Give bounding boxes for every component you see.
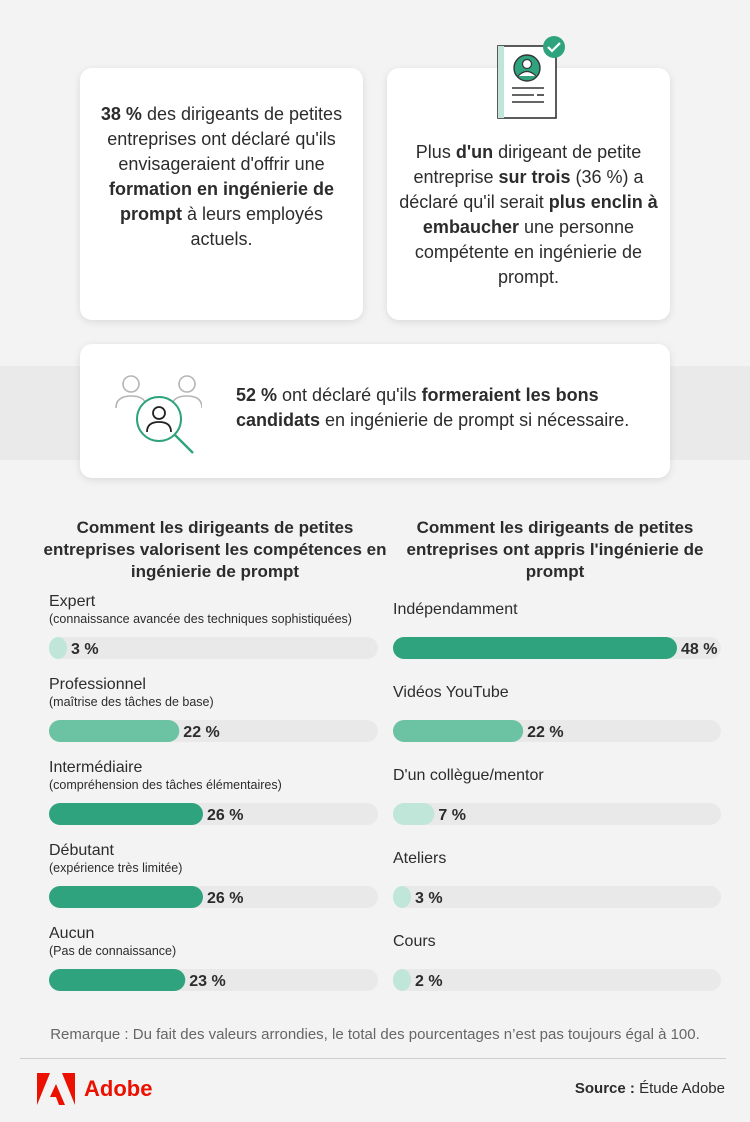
footnote: Remarque : Du fait des valeurs arrondies, le total des pourcentages n’est pas toujours égal à 100. [50, 1026, 700, 1043]
footer-divider [20, 1058, 726, 1059]
chart0-value-label: 23 % [189, 973, 226, 990]
chart0-category-label: Intermédiaire [49, 759, 143, 776]
chart0-value-label: 3 % [71, 641, 99, 658]
chart0-category-sublabel: (maîtrise des tâches de base) [49, 695, 214, 709]
chart0-value-label: 26 % [207, 807, 244, 824]
chart1-value-label: 7 % [438, 807, 466, 824]
chart0-bar [49, 803, 203, 825]
adobe-logo-icon [37, 1073, 75, 1105]
chart1-category-label: Ateliers [393, 850, 447, 867]
chart1-value-label: 2 % [415, 973, 443, 990]
chart0-category-label: Professionnel [49, 676, 146, 693]
chart0-category-sublabel: (Pas de connaissance) [49, 944, 177, 958]
stat-card-candidates-text: 52 % ont déclaré qu'ils formeraient les bons candidats en ingénierie de prompt si nécessaire. [236, 385, 630, 430]
chart1-value-label: 22 % [527, 724, 564, 741]
chart1-category-label: Vidéos YouTube [393, 684, 509, 701]
chart1-category-label: Cours [393, 933, 436, 950]
chart0-category-sublabel: (compréhension des tâches élémentaires) [49, 778, 282, 792]
chart1-bar [393, 886, 411, 908]
chart0-value-label: 26 % [207, 890, 244, 907]
chart1-value-label: 3 % [415, 890, 443, 907]
chart0-bar [49, 969, 185, 991]
chart1-category-label: D'un collègue/mentor [393, 767, 544, 784]
chart0-category-label: Débutant [49, 842, 114, 859]
chart0-bar [49, 637, 67, 659]
chart-title-value-skills: Comment les dirigeants de petites entreprises valorisent les compétences en ingénierie de prompt [43, 518, 387, 581]
stat-card-training-text: 38 % des dirigeants de petites entreprises ont déclaré qu'ils envisageraient d'offrir une formation en ingénierie de prompt à leurs employés actuels. [100, 104, 343, 249]
stat-card-hiring-text: Plus d'un dirigeant de petite entreprise sur trois (36 %) a déclaré qu'il serait plus enclin à embaucher une personne compétente en ingénierie de prompt. [399, 142, 658, 287]
brand-name: Adobe [84, 1076, 153, 1101]
chart1-bar [393, 637, 677, 659]
chart1-bar [393, 803, 434, 825]
chart1-category-label: Indépendamment [393, 601, 518, 618]
chart0-bar [49, 720, 179, 742]
chart-title-learning-source: Comment les dirigeants de petites entreprises ont appris l'ingénierie de prompt [406, 518, 704, 581]
chart1-bar [393, 969, 411, 991]
chart0-value-label: 22 % [183, 724, 220, 741]
chart0-category-sublabel: (connaissance avancée des techniques sophistiquées) [49, 612, 352, 626]
chart0-bar [49, 886, 203, 908]
chart0-category-label: Aucun [49, 925, 95, 942]
source-credit: Source : Étude Adobe [574, 1080, 725, 1097]
chart0-category-label: Expert [49, 593, 96, 610]
chart1-bar [393, 720, 523, 742]
chart0-category-sublabel: (expérience très limitée) [49, 861, 183, 875]
chart1-value-label: 48 % [681, 641, 718, 658]
